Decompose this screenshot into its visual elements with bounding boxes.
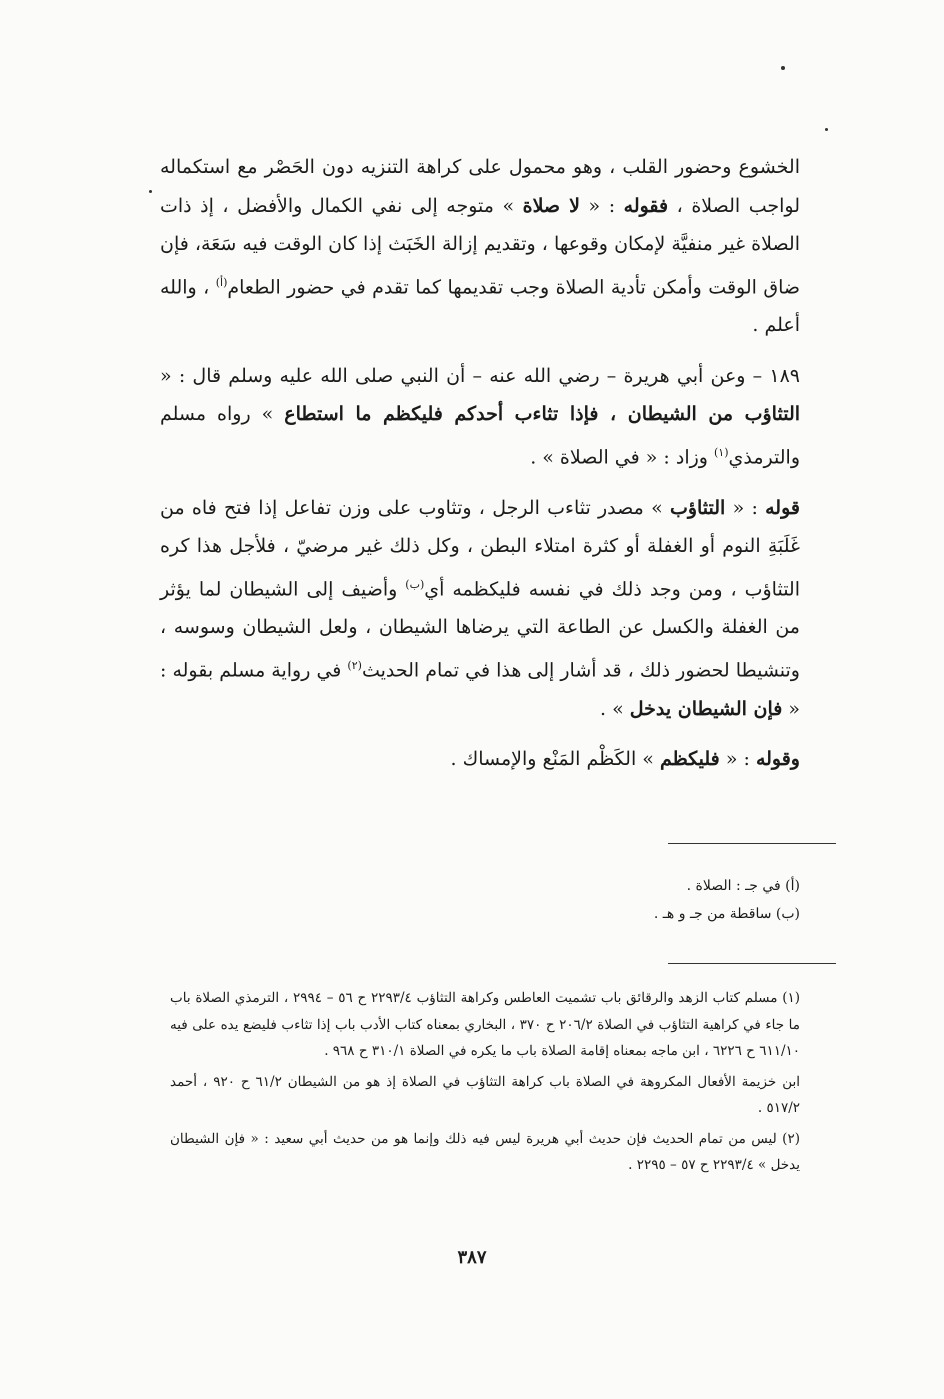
text-run: ١٨٩ – وعن أبي هريرة – رضي الله عنه – أن النبي صلى الله عليه وسلم قال : « — [160, 364, 800, 387]
text-run: وزاد : « في الصلاة » . — [530, 446, 714, 469]
footnotes — [170, 985, 800, 1183]
bold-term: فليكظم — [659, 748, 720, 771]
footnote-ref[interactable]: (أ) — [215, 275, 228, 289]
footnote-ref[interactable]: (ب) — [405, 577, 425, 591]
page-number: ٣٨٧ — [457, 1247, 487, 1268]
text-run: ، والله أعلم . — [160, 275, 800, 337]
text-run: » رواه مسلم والترمذي — [160, 403, 800, 469]
text-run: » مصدر تثاءب الرجل ، وتثاوب على وزن تفاعل إذا فتح فاه من غَلَبَةِ النوم أو الغفلة أو كثرة امتلاء البطن ، وكل ذلك غير مرضيّ ، فلأجل هذا كره التثاؤب ، ومن وجد ذلك في نفسه فليكظمه أي — [160, 496, 800, 600]
footnote-divider — [668, 843, 836, 844]
bold-term: فإن الشيطان يدخل — [629, 697, 783, 720]
text-run: وأضيف إلى الشيطان لما يؤثر من الغفلة والكسل عن الطاعة التي يرضاها الشيطان ، ولعل الشيطان وسوسه ، وتنشيطا لحضور ذلك ، قد أشار إلى هذا في تمام الحديث — [160, 577, 800, 682]
text-run: » . — [600, 697, 630, 720]
footnote-ref[interactable]: (٢) — [347, 658, 362, 672]
variant-note: (ب) ساقطة من جـ و هـ . — [653, 906, 800, 922]
bold-term: فقوله — [623, 194, 669, 217]
footnote-ref[interactable]: (١) — [714, 445, 729, 459]
bold-term: قوله — [765, 496, 800, 519]
footnote-divider — [668, 963, 836, 964]
text-run: : « — [580, 194, 624, 217]
footnote: (٢) ليس من تمام الحديث فإن حديث أبي هريرة ليس فيه ذلك وإنما هو من حديث أبي سعيد : « فإن الشيطان يدخل » ٢٢٩٣/٤ ح ٥٧ – ٢٢٩٥ . — [170, 1130, 800, 1173]
text-run: في رواية مسلم بقوله : « — [160, 659, 800, 720]
scan-speck — [781, 66, 785, 70]
bold-term: وقوله — [755, 748, 800, 771]
text-run: » الكَظْم المَنْع والإمساك . — [450, 748, 660, 771]
footnote: (١) مسلم كتاب الزهد والرقائق باب تشميت العاطس وكراهة التثاؤب ٢٢٩٣/٤ ح ٥٦ – ٢٩٩٤ ، الترمذي الصلاة باب ما جاء في كراهية التثاؤب في الصلاة ٢٠٦/٢ ح ٣٧٠ ، البخاري بمعناه كتاب الأدب باب إذا تثاءب فليضع يده على فيه ٦١١/١٠ ح ٦٢٢٦ ، ابن ماجه بمعناه إقامة الصلاة باب ما يكره في الصلاة ٣١٠/١ ح ٩٦٨ . — [170, 990, 801, 1059]
text-run: : « — [719, 748, 756, 771]
scan-speck — [825, 128, 828, 131]
variant-note: (أ) في جـ : الصلاة . — [686, 878, 800, 894]
text-run: : « — [725, 496, 766, 519]
paragraph-closing — [160, 740, 800, 779]
paragraph-hadith — [160, 357, 800, 477]
bold-term: لا صلاة — [522, 194, 580, 217]
text-run: الخشوع وحضور القلب ، وهو محمول على كراهة التنزيه دون الحَصْر مع استكماله لواجب الصلاة ، — [160, 156, 800, 217]
paragraph-commentary — [160, 148, 800, 345]
paragraph-explanation — [160, 489, 800, 729]
bold-term: التثاؤب — [669, 496, 726, 519]
main-text — [160, 148, 800, 791]
scan-speck — [149, 190, 152, 193]
text-run: » متوجه إلى نفي الكمال والأفضل ، إذ ذات الصلاة غير منفيَّة لإمكان وقوعها ، وتقديم إزالة الخَبَث إذا كان الوقت فيه سَعَة، فإن ضاق الوقت وأمكن تأدية الصلاة وجب تقديمها كما تقدم في حضور الطعام — [160, 194, 801, 298]
variant-notes — [170, 872, 800, 928]
hadith-text: التثاؤب من الشيطان ، فإذا تثاءب أحدكم فليكظم ما استطاع — [284, 403, 801, 426]
footnote: ابن خزيمة الأفعال المكروهة في الصلاة باب كراهة التثاؤب في الصلاة إذ هو من الشيطان ٦١/٢ ح ٩٢٠ ، أحمد ٥١٧/٢ . — [170, 1073, 800, 1116]
